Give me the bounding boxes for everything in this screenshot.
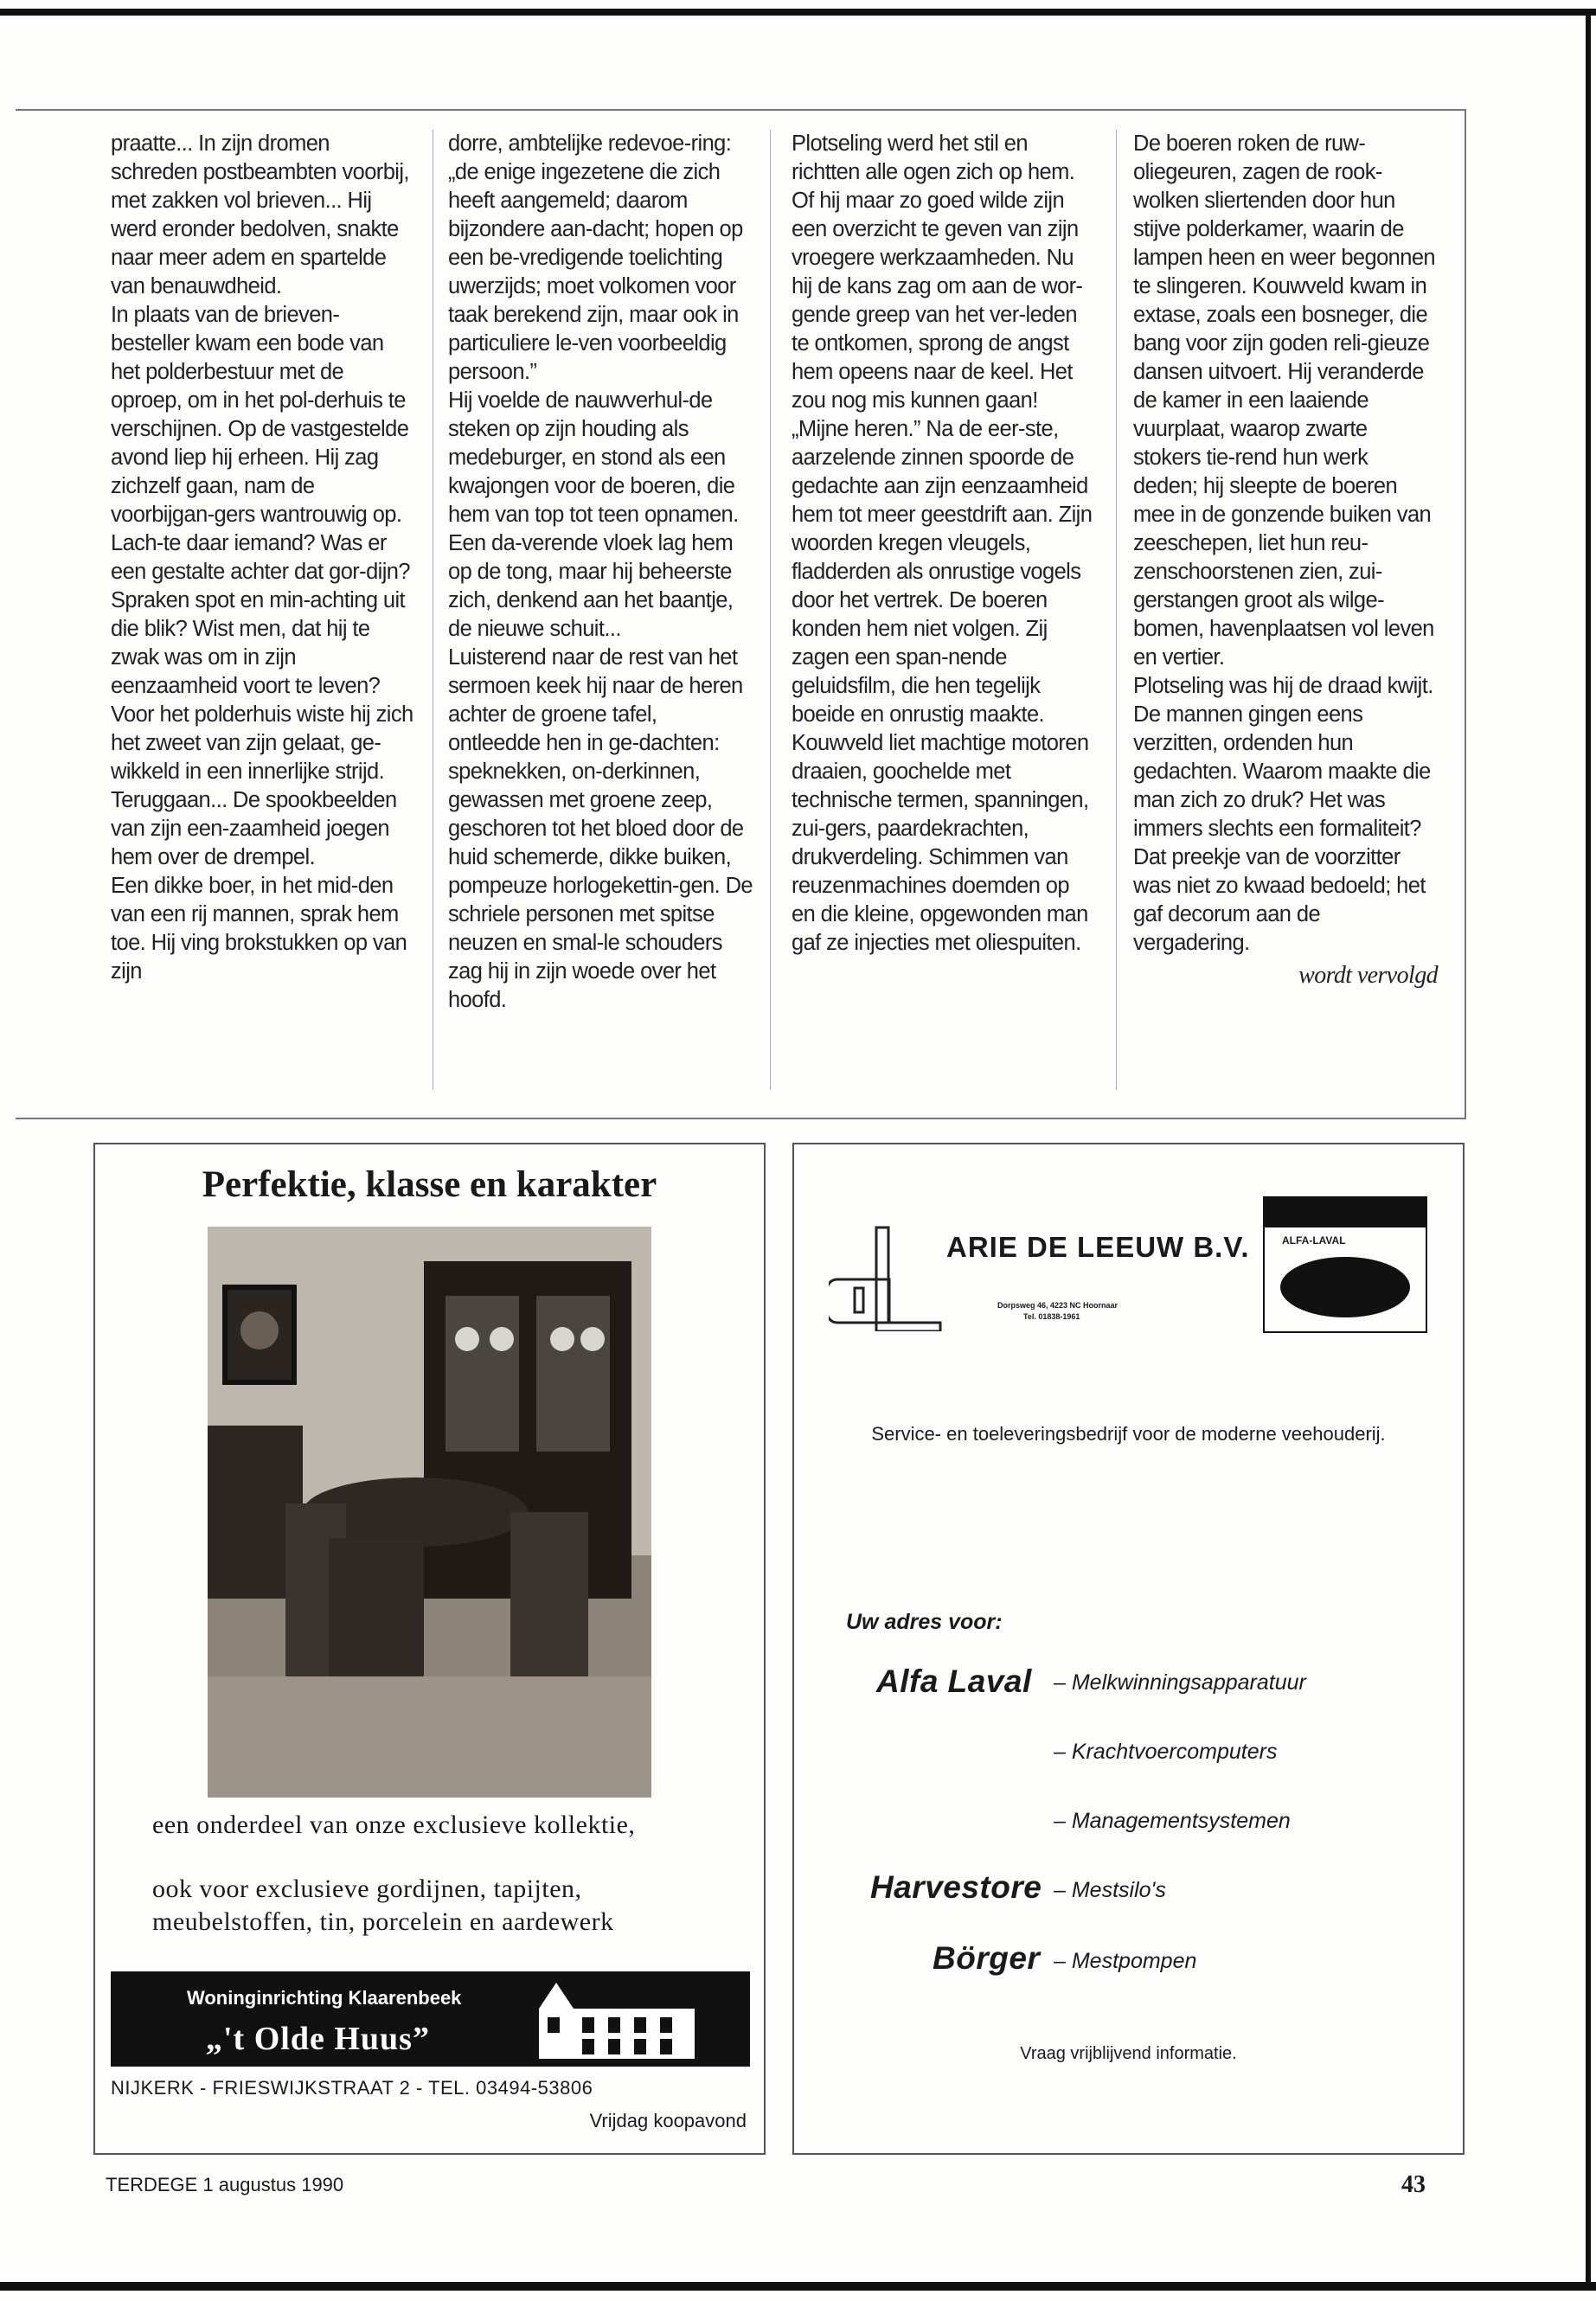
store-banner-subtitle: Woninginrichting Klaarenbeek	[187, 1987, 462, 2009]
service-description: Service- en toeleveringsbedrijf voor de moderne veehouderij.	[871, 1423, 1386, 1445]
product-name: Mestpompen	[1071, 1949, 1197, 1973]
article-column-4	[1133, 130, 1438, 990]
store-address: NIJKERK - FRIESWIJKSTRAAT 2 - TEL. 03494-53806	[111, 2077, 593, 2099]
ad-text-line-1: een onderdeel van onze exclusieve kollektie,	[152, 1811, 636, 1839]
advertisement-olde-huus	[93, 1143, 766, 2155]
dining-room-photo	[208, 1227, 651, 1798]
paragraph: Plotseling was hij de draad kwijt. De mannen gingen eens verzitten, ordenden hun gedachten. Waarom maakte die man zich zo druk? Het was immers slechts een formaliteit? Dat preekje van de voorzitter was niet zo kwaad bedoeld; het gaf decorum aan de vergadering.	[1133, 674, 1433, 955]
column-rule	[1116, 130, 1117, 1090]
cow-emblem-icon	[1280, 1257, 1410, 1317]
paragraph: De boeren roken de ruw-oliegeuren, zagen de rook-wolken sliertenden door hun stijve polderkamer, waarin de lampen heen en weer begonnen te slingeren. Kouwveld kwam in extase, zoals een bosneger, die bang voor zijn goden reli-gieuze dansen uitvoert. Hij veranderde de kamer in een laaiende vuurplaat, waarop zwarte stokers tie-rend hun werk deden; hij sleepte de boeren mee in de gonzende buiken van zeeschepen, liet hun reu-zenschoorstenen zien, zui-gerstangen groot als wilge-bomen, havenplaatsen vol leven en vertier.	[1133, 131, 1435, 670]
article-column-1	[111, 130, 415, 986]
brand-alfa-laval: Alfa Laval	[876, 1663, 1032, 1699]
product-name: Mestsilo's	[1071, 1878, 1166, 1902]
alfa-laval-brand: ALFA-LAVAL	[1282, 1234, 1346, 1247]
column-rule	[770, 130, 771, 1090]
store-banner	[111, 1971, 750, 2067]
right-border	[1586, 16, 1591, 2282]
paragraph: Luisterend naar de rest van het sermoen keek hij naar de heren achter de groene tafel, ontleedde hen in ge-dachten: speknekken, on-derkinnen, gewassen met groene zeep, geschoren tot het bloed door de huid schemerde, dikke buiken, pompeuze horlogekettin-gen. De schriele personen met spitse neuzen en smal-le schouders zag hij in zijn woede over het hoofd.	[448, 645, 753, 1012]
product-line: – Managementsystemen	[1054, 1809, 1291, 1833]
store-name: „'t Olde Huus”	[206, 2021, 430, 2057]
continued-note: wordt vervolgd	[1298, 962, 1438, 989]
logo-bar	[1263, 1196, 1427, 1226]
article-column-2	[448, 130, 753, 1015]
product-name: Krachtvoercomputers	[1071, 1740, 1278, 1764]
product-line: – Mestsilo's	[1054, 1878, 1166, 1902]
ad-text-line-3: meubelstoffen, tin, porcelein en aardewerk	[152, 1907, 614, 1936]
brand-borger: Börger	[933, 1940, 1041, 1976]
product-line: – Mestpompen	[1054, 1949, 1197, 1973]
company-address	[997, 1300, 1118, 1323]
store-hours: Vrijdag koopavond	[589, 2110, 747, 2131]
paragraph: praatte... In zijn dromen schreden postbeambten voorbij, met zakken vol brieven... Hij werd eronder bedolven, snakte naar meer adem en spartelde van benauwdheid.	[111, 131, 409, 298]
paragraph: In plaats van de brieven-besteller kwam een bode van het polderbestuur met de oproep, om in het pol-derhuis te verschijnen. Op de vastgestelde avond liep hij erheen. Hij zag zichzelf gaan, nam de voorbijgan-gers wantrouwig op. Lach-te daar iemand? Was er een gestalte achter dat gor-dijn? Spraken spot en min-achting uit die blik? Wist men, dat hij te zwak was om in zijn eenzaamheid voort te leven? Voor het polderhuis wiste hij zich het zweet van zijn gelaat, ge-wikkeld in een innerlijke strijd. Teruggaan... De spookbeelden van zijn een-zaamheid joegen hem over de drempel.	[111, 303, 413, 869]
product-name: Melkwinningsapparatuur	[1071, 1670, 1306, 1695]
phone-line: Tel. 01838-1961	[1023, 1312, 1080, 1321]
article-column-3	[792, 130, 1096, 958]
info-request: Vraag vrijblijvend informatie.	[1020, 2044, 1237, 2063]
publication-footer: TERDEGE 1 augustus 1990	[106, 2174, 344, 2195]
page-number: 43	[1401, 2171, 1426, 2198]
company-name: ARIE DE LEEUW B.V.	[946, 1231, 1250, 1263]
bottom-border	[0, 2282, 1596, 2291]
paragraph: „Mijne heren.” Na de eer-ste, aarzelende zinnen spoorde de gedachte aan zijn eenzaamheid hem tot meer geestdrift aan. Zijn woorden kregen vleugels, fladderden als onrustige vogels door het vertrek. De boeren konden hem niet volgen. Zij zagen een span-nende geluidsfilm, die hen tegelijk boeide en onrustig maakte. Kouwveld liet machtige motoren draaien, goochelde met technische termen, spanningen, zui-gers, paardekrachten, drukverdeling. Schimmen van reuzenmachines doemden op en die kleine, opgewonden man gaf ze injecties met oliespuiten.	[792, 417, 1093, 955]
dl-logo-icon	[829, 1219, 950, 1331]
product-line: – Melkwinningsapparatuur	[1054, 1670, 1306, 1695]
uw-adres-heading: Uw adres voor:	[846, 1610, 1003, 1634]
top-border	[0, 9, 1596, 16]
paragraph: dorre, ambtelijke redevoe-ring: „de enige ingezetene die zich heeft aangemeld; daarom bijzondere aan-dacht; hopen op een be-vredigende toelichting uwerzijds; moet volkomen voor taak berekend zijn, maar ook in particuliere le-ven voorbeeldig persoon.”	[448, 131, 743, 384]
product-line: – Krachtvoercomputers	[1054, 1740, 1278, 1764]
address-line: Dorpsweg 46, 4223 NC Hoornaar	[997, 1301, 1118, 1310]
paragraph: Plotseling werd het stil en richtten alle ogen zich op hem. Of hij maar zo goed wilde zijn een overzicht te geven van zijn vroegere werkzaamheden. Nu hij de kans zag om aan de wor-gende greep van het ver-leden te ontkomen, sprong de angst hem opeens naar de keel. Het zou nog mis kunnen gaan!	[792, 131, 1083, 413]
brand-harvestore: Harvestore	[870, 1869, 1042, 1905]
paragraph: Hij voelde de nauwverhul-de steken op zijn houding als medeburger, en stond als een kwajongen voor de boeren, die hem van top tot teen opnamen. Een da-verende vloek lag hem op de tong, maar hij beheerste zich, denkend aan het baantje, de nieuwe schuit...	[448, 388, 739, 641]
paragraph: Een dikke boer, in het mid-den van een rij mannen, sprak hem toe. Hij ving brokstukken op van zijn	[111, 874, 407, 984]
article-block	[16, 109, 1466, 1119]
ad-text-line-2: ook voor exclusieve gordijnen, tapijten,	[152, 1875, 582, 1903]
house-logo-icon	[530, 1978, 703, 2061]
advertisement-arie-de-leeuw	[792, 1143, 1465, 2155]
product-name: Managementsystemen	[1071, 1809, 1291, 1833]
alfa-laval-logo	[1263, 1196, 1427, 1331]
ad-title: Perfektie, klasse en karakter	[202, 1164, 657, 1205]
